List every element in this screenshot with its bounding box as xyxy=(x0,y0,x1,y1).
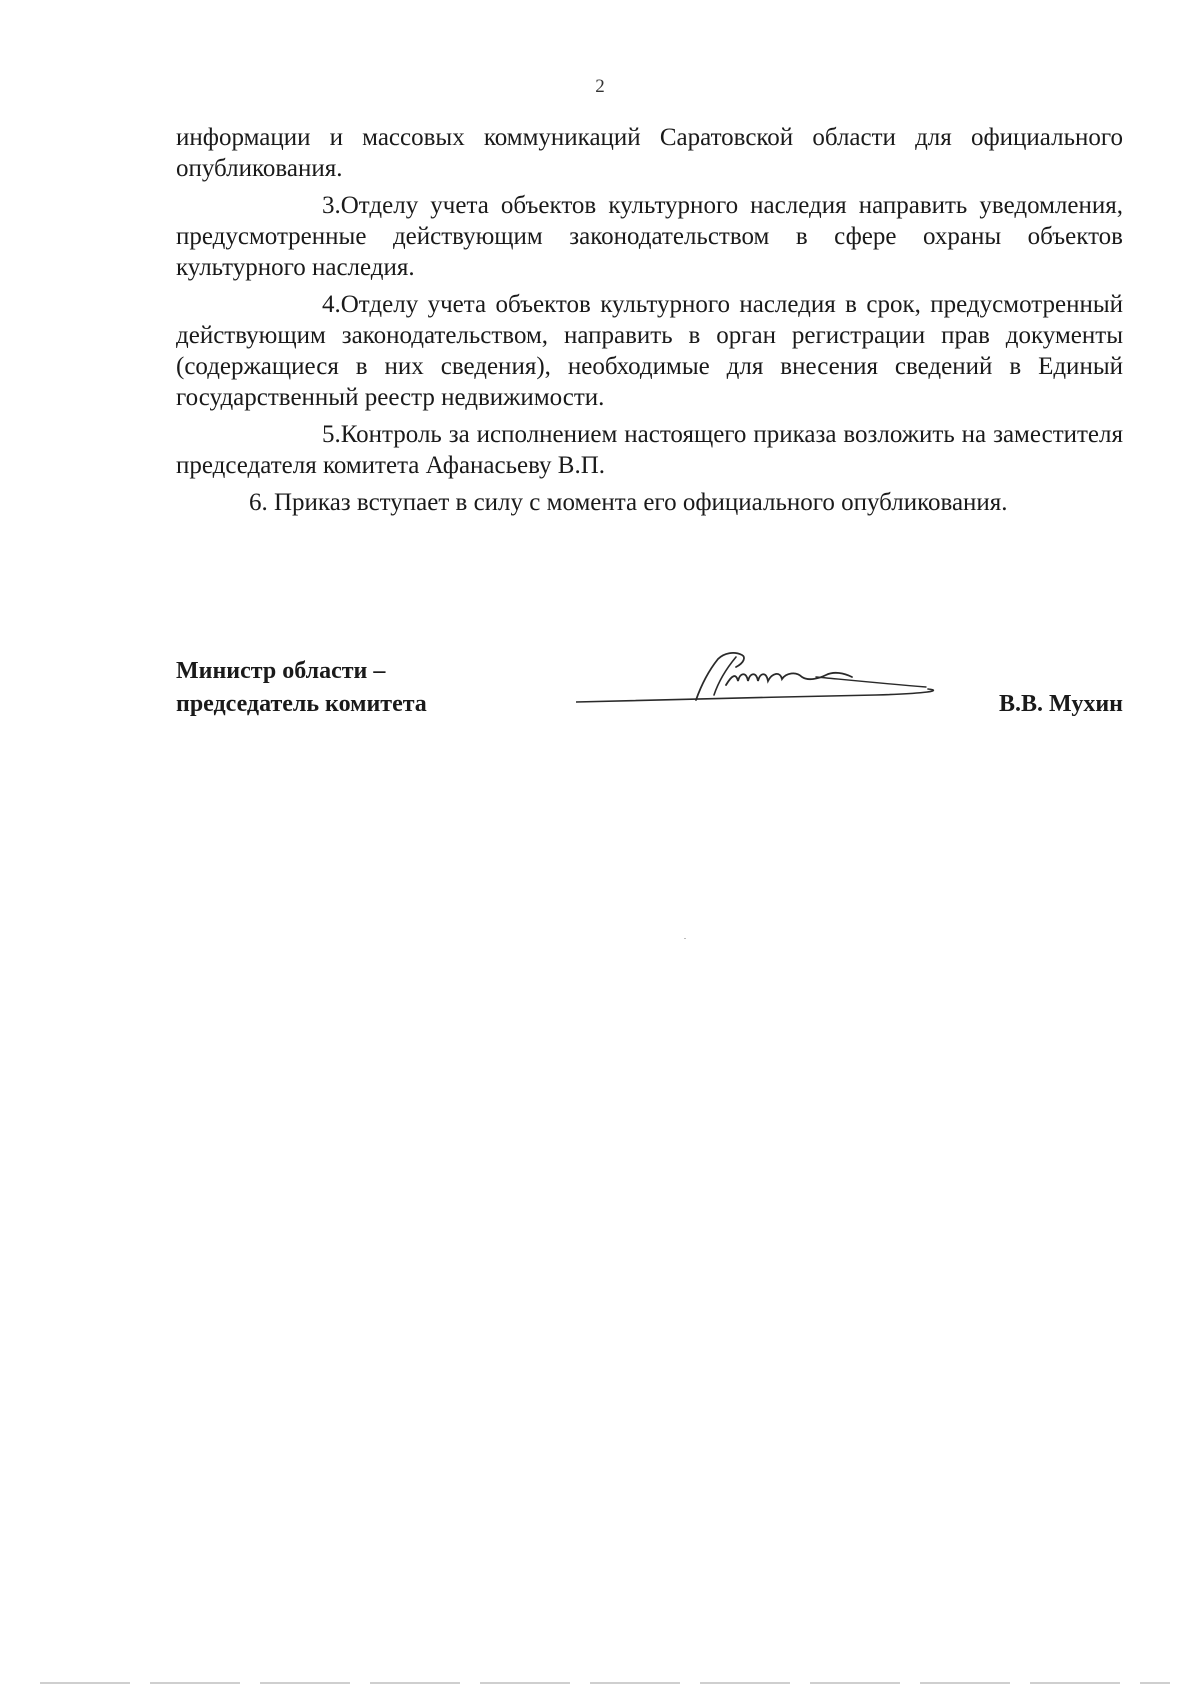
paragraph-number: 6. xyxy=(249,489,268,516)
scan-artifact xyxy=(684,938,686,939)
paragraph-text: информации и массовых коммуникаций Саратовской области для официального опубликования. xyxy=(176,124,1123,182)
paragraph-number: 3. xyxy=(322,192,341,219)
handwritten-signature xyxy=(576,645,976,715)
paragraph-5 xyxy=(176,419,1123,481)
paragraph-continuation xyxy=(176,122,1123,184)
signatory-title-line1: Министр области – xyxy=(176,658,386,684)
paragraph-text: Контроль за исполнением настоящего приказа возложить на заместителя председателя комитета Афанасьеву В.П. xyxy=(176,421,1123,479)
paragraph-number: 4. xyxy=(322,291,341,318)
paragraph-text: Отделу учета объектов культурного наследия в срок, предусмотренный действующим законодательством, направить в орган регистрации прав документы (содержащиеся в них сведения), необходимые для внесения сведений в Единый государственный реестр недвижимости. xyxy=(176,291,1123,411)
paragraph-text: Приказ вступает в силу с момента его официального опубликования. xyxy=(274,489,1008,516)
paragraph-3 xyxy=(176,190,1123,283)
signatory-title xyxy=(176,655,427,721)
paragraph-4 xyxy=(176,289,1123,413)
signatory-name: В.В. Мухин xyxy=(998,691,1123,717)
paragraph-number: 5. xyxy=(322,421,341,448)
paragraph-text: Отделу учета объектов культурного наследия направить уведомления, предусмотренные действующим законодательством в сфере охраны объектов культурного наследия. xyxy=(176,192,1123,281)
paragraph-6 xyxy=(176,487,1123,518)
signatory-title-line2: председатель комитета xyxy=(176,691,427,717)
signature-block xyxy=(176,655,1123,735)
page-number: 2 xyxy=(595,76,605,97)
scan-edge-line xyxy=(40,1682,1170,1684)
document-body xyxy=(176,122,1123,524)
